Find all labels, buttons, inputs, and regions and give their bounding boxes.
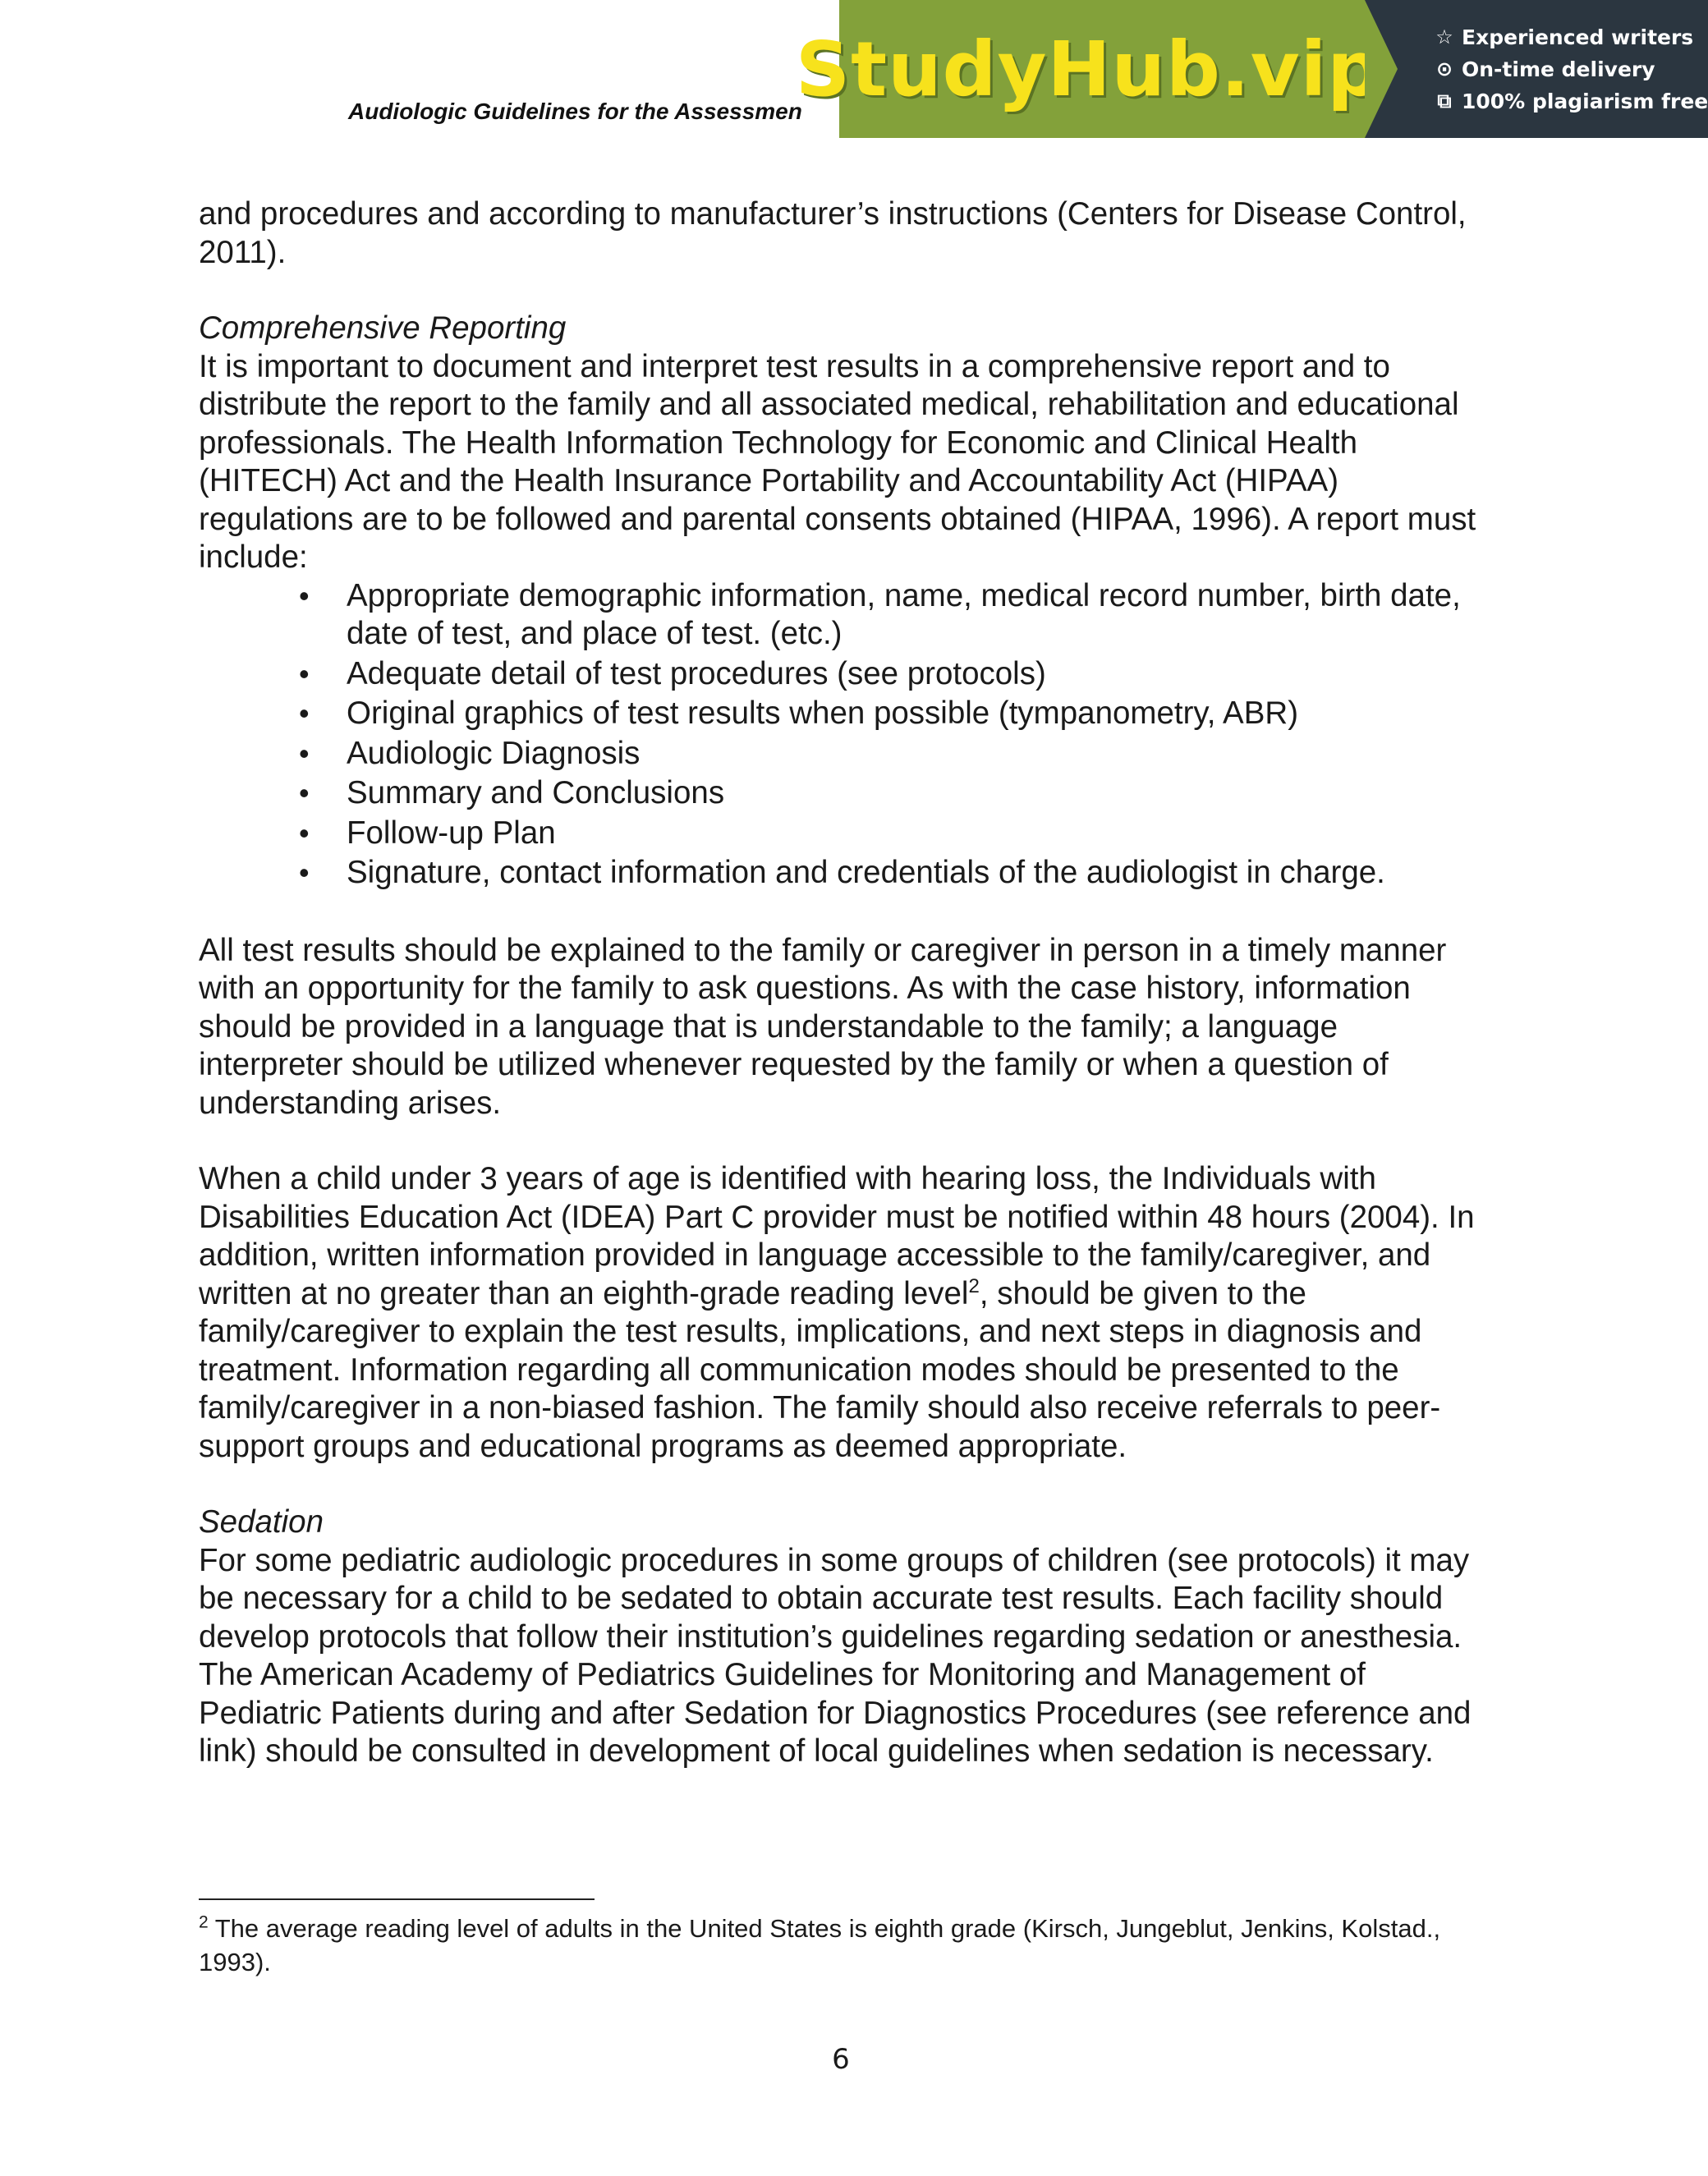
bullet-icon: • [299, 776, 310, 810]
brand-name: StudyHub.vip [795, 25, 1383, 113]
feature-label: 100% plagiarism free [1462, 89, 1708, 113]
footnote-divider [199, 1898, 595, 1900]
bullet-icon: • [299, 656, 310, 691]
section-heading-sedation: Sedation [199, 1504, 324, 1540]
studyhub-banner[interactable] [795, 0, 1708, 138]
feature-label: Experienced writers [1462, 25, 1694, 49]
sedation-paragraph: For some pediatric audiologic procedures in some groups of children (see protocols) it may be necessary for a child to be sedated to obtain accurate test results. Each facility should develop protocols that follow their institution’s guidelines regarding sedation or anesthesia. The American Academy of Pediatrics Guidelines for Monitoring and Management of Pediatric Patients during and after Sedation for Diagnostics Procedures (see reference and link) should be consulted in development of local guidelines when sedation is necessary. [199, 1542, 1472, 1769]
idea-paragraph: When a child under 3 years of age is identified with hearing loss, the Individuals with Disabilities Education Act (IDEA) Part C provider must be notified within 48 hours (2004). In addition, written information provided in language accessible to the family/caregiver, and written at no greater than an eighth-grade reading level$^2$, should be given to the family/caregiver to explain the test results, implications, and next steps in diagnosis and treatment. Information regarding all communication modes should be presented to the family/caregiver in a non-biased fashion. The family should also receive referrals to peer-support groups and educational programs as deemed appropriate. [199, 1161, 1475, 1464]
bullet-icon: • [299, 815, 310, 850]
explain-paragraph: All test results should be explained to the family or caregiver in person in a timely manner with an opportunity for the family to ask questions. As with the case history, information should be provided in a language that is understandable to the family; a language interpreter should be utilized whenever requested by the family or when a question of understanding arises. [199, 932, 1447, 1121]
report-requirements-list [199, 577, 1488, 893]
bullet-icon: • [299, 736, 310, 770]
footnote-reference[interactable]: 2 [968, 1274, 980, 1297]
document-body [199, 195, 1488, 1771]
feature-experienced-writers [1434, 25, 1708, 49]
clock-icon: ⊙ [1435, 57, 1453, 80]
running-header: Audiologic Guidelines for the Assessmen [348, 99, 802, 124]
list-item: • Summary and Conclusions [347, 774, 1488, 813]
footnote-marker: 2 [199, 1912, 209, 1932]
feature-label: On-time delivery [1462, 57, 1655, 81]
brand-logo[interactable] [795, 0, 1383, 138]
footnote [199, 1912, 1480, 1979]
bullet-icon: • [299, 856, 310, 889]
copy-icon: ⧉ [1437, 90, 1452, 112]
list-item: • Original graphics of test results when possible (tympanometry, ABR) [347, 695, 1488, 733]
list-item: • Audiologic Diagnosis [347, 735, 1488, 774]
intro-paragraph: and procedures and according to manufacturer’s instructions (Centers for Disease Control, 2011). [199, 196, 1467, 270]
feature-on-time-delivery [1434, 57, 1708, 81]
list-item: • Follow-up Plan [347, 815, 1488, 853]
list-item: • Appropriate demographic information, name, medical record number, birth date, date of test, and place of test. (etc.) [299, 577, 1461, 651]
list-item: • Adequate detail of test procedures (see protocols) [347, 655, 1488, 694]
list-item: • Signature, contact information and credentials of the audiologist in charge. [347, 854, 1488, 893]
banner-features [1365, 0, 1708, 138]
reporting-paragraph: It is important to document and interpret test results in a comprehensive report and to distribute the report to the family and all associated medical, rehabilitation and educational professionals. The Health Information Technology for Economic and Clinical Health (HITECH) Act and the Health Insurance Portability and Accountability Act (HIPAA) regulations are to be followed and parental consents obtained (HIPAA, 1996). A report must include: [199, 348, 1476, 575]
section-heading-reporting: Comprehensive Reporting [199, 310, 567, 346]
feature-plagiarism-free [1434, 90, 1708, 113]
footnote-text: The average reading level of adults in the United States is eighth grade (Kirsch, Jungeblut, Jenkins, Kolstad., 1993). [199, 1914, 1441, 1976]
page-number: 6 [832, 2043, 850, 2076]
bullet-icon: • [299, 696, 310, 730]
star-icon: ☆ [1435, 25, 1453, 48]
bullet-icon: • [299, 578, 310, 613]
